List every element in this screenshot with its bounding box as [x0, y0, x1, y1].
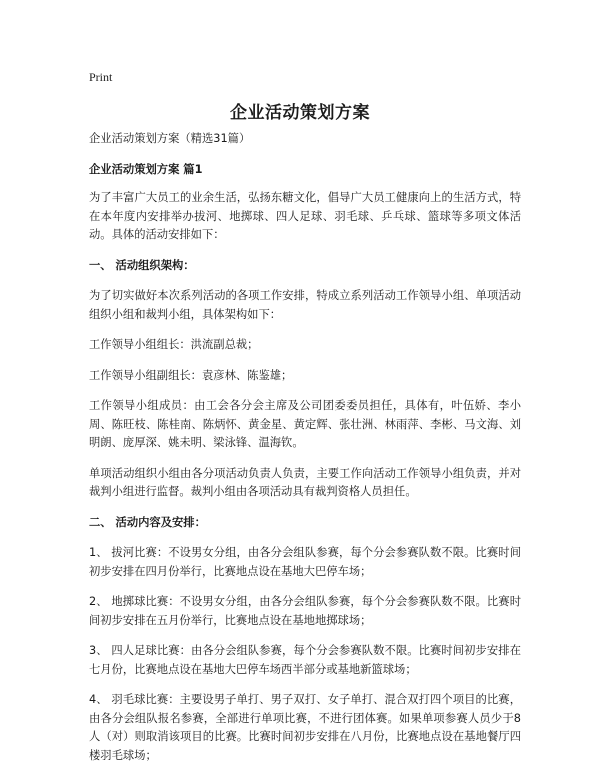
- leader-paragraph: 工作领导小组组长：洪流副总裁；: [89, 338, 259, 351]
- activity-item-3: 3、 四人足球比赛：由各分会组队参赛，每个分会参赛队数不限。比赛时间初步安排在七月份，比赛地点设在基地大巴停车场西半部分或基地新篮球场；: [89, 644, 521, 676]
- document-title: 企业活动策划方案: [230, 103, 370, 123]
- activity-item-1: 1、 拔河比赛：不设男女分组，由各分会组队参赛，每个分会参赛队数不限。比赛时间初步安排在四月份举行，比赛地点设在基地大巴停车场；: [89, 546, 521, 578]
- section-title: 企业活动策划方案 篇1: [89, 162, 203, 176]
- activity-item-4: 4、 羽毛球比赛：主要设男子单打、男子双打、女子单打、混合双打四个项目的比赛，由各分会组队报名参赛，全部进行单项比赛，不进行团体赛。如果单项参赛人员少于8人（对）则取消该项目的比赛。比赛时间初步安排在八月份，比赛地点设在基地餐厅四楼羽毛球场；: [89, 693, 521, 762]
- organization-paragraph: 为了切实做好本次系列活动的各项工作安排，特成立系列活动工作领导小组、单项活动组织小组和裁判小组，具体架构如下：: [89, 289, 521, 321]
- members-paragraph: 工作领导小组成员：由工会各分会主席及公司团委委员担任，具体有，叶伍娇、李小周、陈旺枝、陈桂南、陈炳怀、黄金星、黄定辉、张壮洲、林雨萍、李彬、马文海、刘明朗、庞厚深、姚未明、梁泳锋、温海钦。: [89, 399, 521, 449]
- document-subtitle: 企业活动策划方案（精选31篇）: [89, 132, 251, 145]
- print-label: Print: [89, 70, 113, 84]
- deputy-paragraph: 工作领导小组副组长：袁彦林、陈鉴雄；: [89, 368, 293, 382]
- heading-activities: 二、 活动内容及安排：: [89, 515, 206, 529]
- heading-organization: 一、 活动组织架构：: [89, 258, 195, 272]
- intro-paragraph: 为了丰富广大员工的业余生活，弘扬东糖文化，倡导广大员工健康向上的生活方式，特在本年度内安排举办拔河、地掷球、四人足球、羽毛球、乒乓球、篮球等多项文体活动。具体的活动安排如下：: [89, 191, 521, 241]
- activity-item-2: 2、 地掷球比赛：不设男女分组，由各分会组队参赛，每个分会参赛队数不限。比赛时间初步安排在五月份举行，比赛地点设在基地地掷球场；: [89, 595, 521, 627]
- document-body: [89, 130, 521, 765]
- single-event-paragraph: 单项活动组织小组由各分项活动负责人负责，主要工作向活动工作领导小组负责，并对裁判小组进行监督。裁判小组由各项活动具有裁判资格人员担任。: [89, 466, 521, 498]
